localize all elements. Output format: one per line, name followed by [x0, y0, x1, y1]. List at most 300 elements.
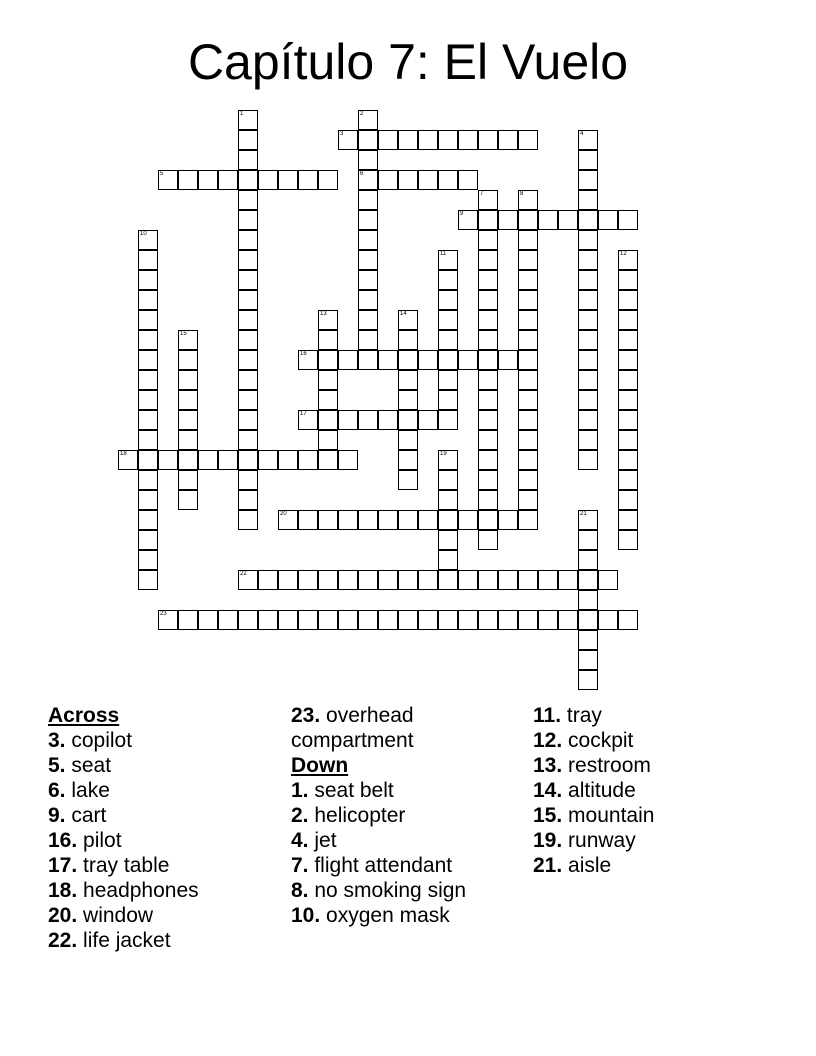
- grid-cell[interactable]: [158, 610, 178, 630]
- grid-cell[interactable]: [358, 130, 378, 150]
- grid-cell[interactable]: [238, 110, 258, 130]
- grid-cell[interactable]: [338, 610, 358, 630]
- grid-cell[interactable]: [618, 210, 638, 230]
- grid-cell[interactable]: [398, 510, 418, 530]
- grid-cell[interactable]: [578, 410, 598, 430]
- clue-text: life jacket: [77, 929, 171, 952]
- grid-cell[interactable]: [298, 350, 318, 370]
- grid-cell[interactable]: [518, 470, 538, 490]
- grid-cell[interactable]: [358, 190, 378, 210]
- grid-cell[interactable]: [478, 410, 498, 430]
- grid-cell[interactable]: [358, 290, 378, 310]
- grid-cell[interactable]: [518, 210, 538, 230]
- grid-cell[interactable]: [358, 330, 378, 350]
- grid-cell[interactable]: [578, 430, 598, 450]
- grid-cell[interactable]: [578, 290, 598, 310]
- grid-cell[interactable]: [598, 570, 618, 590]
- grid-cell[interactable]: [518, 270, 538, 290]
- grid-cell[interactable]: [578, 130, 598, 150]
- grid-cell[interactable]: [418, 410, 438, 430]
- grid-cell[interactable]: [198, 170, 218, 190]
- grid-cell[interactable]: [358, 230, 378, 250]
- grid-cell[interactable]: [318, 610, 338, 630]
- grid-cell[interactable]: [518, 350, 538, 370]
- grid-cell[interactable]: [518, 390, 538, 410]
- grid-cell[interactable]: [618, 270, 638, 290]
- grid-cell[interactable]: [438, 490, 458, 510]
- grid-cell[interactable]: [578, 610, 598, 630]
- grid-cell[interactable]: [138, 310, 158, 330]
- grid-cell[interactable]: [418, 130, 438, 150]
- grid-cell[interactable]: [298, 170, 318, 190]
- grid-cell[interactable]: [478, 390, 498, 410]
- grid-cell[interactable]: [518, 310, 538, 330]
- grid-cell[interactable]: [238, 410, 258, 430]
- grid-cell[interactable]: [478, 570, 498, 590]
- grid-cell[interactable]: [378, 350, 398, 370]
- grid-cell[interactable]: [238, 250, 258, 270]
- grid-cell[interactable]: [198, 610, 218, 630]
- grid-cell[interactable]: [138, 490, 158, 510]
- clue-column-3: [533, 703, 763, 878]
- grid-cell[interactable]: [598, 610, 618, 630]
- grid-cell[interactable]: [338, 130, 358, 150]
- grid-cell[interactable]: [238, 130, 258, 150]
- grid-cell[interactable]: [618, 470, 638, 490]
- grid-cell[interactable]: [138, 330, 158, 350]
- clue-text: lake: [65, 779, 110, 802]
- grid-cell[interactable]: [238, 190, 258, 210]
- grid-cell[interactable]: [238, 470, 258, 490]
- grid-cell[interactable]: [438, 610, 458, 630]
- grid-cell[interactable]: [298, 450, 318, 470]
- grid-cell[interactable]: [358, 250, 378, 270]
- grid-cell[interactable]: [338, 570, 358, 590]
- grid-cell[interactable]: [398, 350, 418, 370]
- grid-cell[interactable]: [318, 310, 338, 330]
- grid-cell[interactable]: [438, 290, 458, 310]
- grid-cell[interactable]: [518, 570, 538, 590]
- grid-cell[interactable]: [478, 510, 498, 530]
- clue-number-label: 15.: [533, 804, 563, 827]
- grid-cell[interactable]: [318, 390, 338, 410]
- grid-cell[interactable]: [538, 570, 558, 590]
- grid-cell[interactable]: [618, 330, 638, 350]
- grid-cell[interactable]: [458, 130, 478, 150]
- grid-cell[interactable]: [498, 610, 518, 630]
- grid-cell[interactable]: [178, 470, 198, 490]
- grid-cell[interactable]: [278, 450, 298, 470]
- grid-cell[interactable]: [258, 450, 278, 470]
- grid-cell[interactable]: [438, 450, 458, 470]
- grid-cell[interactable]: [138, 550, 158, 570]
- grid-cell[interactable]: [338, 510, 358, 530]
- grid-cell[interactable]: [438, 370, 458, 390]
- grid-cell[interactable]: [178, 170, 198, 190]
- grid-cell[interactable]: [238, 370, 258, 390]
- grid-cell[interactable]: [618, 250, 638, 270]
- grid-cell[interactable]: [498, 570, 518, 590]
- grid-cell[interactable]: [398, 170, 418, 190]
- grid-cell[interactable]: [238, 430, 258, 450]
- down-clue: [291, 803, 511, 828]
- grid-cell[interactable]: [378, 570, 398, 590]
- grid-cell[interactable]: [438, 390, 458, 410]
- grid-cell[interactable]: [238, 170, 258, 190]
- grid-cell[interactable]: [318, 370, 338, 390]
- grid-cell[interactable]: [578, 450, 598, 470]
- grid-cell[interactable]: [458, 510, 478, 530]
- grid-cell[interactable]: [158, 170, 178, 190]
- grid-cell[interactable]: [138, 470, 158, 490]
- grid-cell[interactable]: [478, 490, 498, 510]
- grid-cell[interactable]: [298, 410, 318, 430]
- clue-number-label: 2.: [291, 804, 309, 827]
- grid-cell[interactable]: [518, 450, 538, 470]
- grid-cell[interactable]: [578, 670, 598, 690]
- grid-cell[interactable]: [138, 230, 158, 250]
- grid-cell[interactable]: [598, 210, 618, 230]
- grid-cell[interactable]: [478, 330, 498, 350]
- clue-number-label: 22.: [48, 929, 78, 952]
- grid-cell[interactable]: [218, 450, 238, 470]
- grid-cell[interactable]: [338, 450, 358, 470]
- grid-cell[interactable]: [478, 370, 498, 390]
- grid-cell[interactable]: [618, 310, 638, 330]
- grid-cell[interactable]: [438, 310, 458, 330]
- grid-cell[interactable]: [178, 330, 198, 350]
- grid-cell[interactable]: [478, 250, 498, 270]
- grid-cell[interactable]: [518, 610, 538, 630]
- grid-cell[interactable]: [518, 410, 538, 430]
- grid-cell[interactable]: [578, 650, 598, 670]
- grid-cell[interactable]: [438, 130, 458, 150]
- down-clue: [533, 828, 763, 853]
- grid-cell[interactable]: [478, 270, 498, 290]
- down-clue: [291, 878, 511, 903]
- grid-cell[interactable]: [458, 170, 478, 190]
- grid-cell[interactable]: [178, 390, 198, 410]
- grid-cell[interactable]: [398, 610, 418, 630]
- grid-cell[interactable]: [578, 190, 598, 210]
- grid-cell[interactable]: [398, 330, 418, 350]
- grid-cell[interactable]: [318, 570, 338, 590]
- grid-cell[interactable]: [318, 410, 338, 430]
- grid-cell[interactable]: [238, 230, 258, 250]
- grid-cell[interactable]: [378, 170, 398, 190]
- grid-cell[interactable]: [538, 610, 558, 630]
- grid-cell[interactable]: [618, 490, 638, 510]
- grid-cell[interactable]: [618, 610, 638, 630]
- grid-cell[interactable]: [378, 130, 398, 150]
- grid-cell[interactable]: [138, 250, 158, 270]
- clue-number-label: 11.: [533, 704, 562, 727]
- grid-cell[interactable]: [338, 410, 358, 430]
- down-clue: [533, 728, 763, 753]
- grid-cell[interactable]: [398, 450, 418, 470]
- grid-cell[interactable]: [458, 350, 478, 370]
- grid-cell[interactable]: [238, 490, 258, 510]
- grid-cell[interactable]: [178, 490, 198, 510]
- grid-cell[interactable]: [138, 290, 158, 310]
- grid-cell[interactable]: [138, 450, 158, 470]
- grid-cell[interactable]: [418, 610, 438, 630]
- clue-number: 3: [340, 131, 344, 137]
- grid-cell[interactable]: [478, 230, 498, 250]
- clue-column-2: [291, 703, 511, 928]
- grid-cell[interactable]: [418, 510, 438, 530]
- grid-cell[interactable]: [578, 310, 598, 330]
- grid-cell[interactable]: [178, 450, 198, 470]
- grid-cell[interactable]: [318, 510, 338, 530]
- grid-cell[interactable]: [278, 610, 298, 630]
- grid-cell[interactable]: [578, 630, 598, 650]
- grid-cell[interactable]: [438, 530, 458, 550]
- grid-cell[interactable]: [398, 370, 418, 390]
- grid-cell[interactable]: [378, 510, 398, 530]
- grid-cell[interactable]: [298, 570, 318, 590]
- grid-cell[interactable]: [618, 510, 638, 530]
- grid-cell[interactable]: [618, 290, 638, 310]
- clue-number: 17: [300, 411, 307, 417]
- grid-cell[interactable]: [218, 170, 238, 190]
- grid-cell[interactable]: [238, 290, 258, 310]
- grid-cell[interactable]: [438, 410, 458, 430]
- grid-cell[interactable]: [518, 430, 538, 450]
- grid-cell[interactable]: [518, 510, 538, 530]
- grid-cell[interactable]: [138, 410, 158, 430]
- grid-cell[interactable]: [198, 450, 218, 470]
- grid-cell[interactable]: [178, 350, 198, 370]
- grid-cell[interactable]: [398, 470, 418, 490]
- grid-cell[interactable]: [578, 330, 598, 350]
- across-clue: [48, 728, 278, 753]
- clue-number-label: 6.: [48, 779, 66, 802]
- grid-cell[interactable]: [478, 430, 498, 450]
- grid-cell[interactable]: [438, 170, 458, 190]
- grid-cell[interactable]: [618, 390, 638, 410]
- grid-cell[interactable]: [478, 310, 498, 330]
- clue-number: 5: [160, 171, 164, 177]
- grid-cell[interactable]: [478, 530, 498, 550]
- down-clue: [533, 703, 763, 728]
- clue-number: 12: [620, 251, 627, 257]
- grid-cell[interactable]: [518, 290, 538, 310]
- grid-cell[interactable]: [318, 330, 338, 350]
- grid-cell[interactable]: [138, 430, 158, 450]
- grid-cell[interactable]: [578, 510, 598, 530]
- grid-cell[interactable]: [138, 390, 158, 410]
- grid-cell[interactable]: [238, 150, 258, 170]
- grid-cell[interactable]: [218, 610, 238, 630]
- grid-cell[interactable]: [578, 590, 598, 610]
- grid-cell[interactable]: [118, 450, 138, 470]
- grid-cell[interactable]: [338, 350, 358, 370]
- down-clue: [291, 828, 511, 853]
- grid-cell[interactable]: [578, 570, 598, 590]
- grid-cell[interactable]: [518, 250, 538, 270]
- grid-cell[interactable]: [398, 130, 418, 150]
- clue-number: 15: [180, 331, 187, 337]
- grid-cell[interactable]: [618, 530, 638, 550]
- clue-number-label: 21.: [533, 854, 563, 877]
- grid-cell[interactable]: [258, 610, 278, 630]
- grid-cell[interactable]: [578, 530, 598, 550]
- grid-cell[interactable]: [478, 470, 498, 490]
- grid-cell[interactable]: [418, 170, 438, 190]
- grid-cell[interactable]: [558, 610, 578, 630]
- grid-cell[interactable]: [438, 350, 458, 370]
- across-clue: [48, 928, 278, 953]
- grid-cell[interactable]: [238, 210, 258, 230]
- grid-cell[interactable]: [138, 270, 158, 290]
- grid-cell[interactable]: [438, 510, 458, 530]
- grid-cell[interactable]: [438, 250, 458, 270]
- grid-cell[interactable]: [518, 230, 538, 250]
- clue-number-label: 19.: [533, 829, 563, 852]
- grid-cell[interactable]: [518, 370, 538, 390]
- grid-cell[interactable]: [358, 310, 378, 330]
- grid-cell[interactable]: [358, 270, 378, 290]
- grid-cell[interactable]: [458, 570, 478, 590]
- clue-number-label: 17.: [48, 854, 78, 877]
- clue-text: runway: [562, 829, 636, 852]
- grid-cell[interactable]: [358, 150, 378, 170]
- grid-cell[interactable]: [358, 410, 378, 430]
- grid-cell[interactable]: [318, 170, 338, 190]
- grid-cell[interactable]: [278, 510, 298, 530]
- grid-cell[interactable]: [358, 110, 378, 130]
- clue-number: 22: [240, 571, 247, 577]
- grid-cell[interactable]: [538, 210, 558, 230]
- grid-cell[interactable]: [358, 610, 378, 630]
- grid-cell[interactable]: [258, 570, 278, 590]
- clue-number: 23: [160, 611, 167, 617]
- grid-cell[interactable]: [618, 370, 638, 390]
- clue-text: cockpit: [562, 729, 634, 752]
- grid-cell[interactable]: [578, 550, 598, 570]
- grid-cell[interactable]: [238, 450, 258, 470]
- grid-cell[interactable]: [398, 430, 418, 450]
- grid-cell[interactable]: [398, 390, 418, 410]
- grid-cell[interactable]: [478, 610, 498, 630]
- grid-cell[interactable]: [418, 570, 438, 590]
- grid-cell[interactable]: [358, 210, 378, 230]
- grid-cell[interactable]: [258, 170, 278, 190]
- grid-cell[interactable]: [618, 430, 638, 450]
- grid-cell[interactable]: [478, 450, 498, 470]
- grid-cell[interactable]: [238, 270, 258, 290]
- grid-cell[interactable]: [138, 570, 158, 590]
- grid-cell[interactable]: [438, 570, 458, 590]
- grid-cell[interactable]: [138, 350, 158, 370]
- clue-number-label: 5.: [48, 754, 66, 777]
- grid-cell[interactable]: [238, 330, 258, 350]
- grid-cell[interactable]: [138, 370, 158, 390]
- grid-cell[interactable]: [358, 570, 378, 590]
- grid-cell[interactable]: [178, 430, 198, 450]
- grid-cell[interactable]: [578, 390, 598, 410]
- grid-cell[interactable]: [558, 570, 578, 590]
- grid-cell[interactable]: [498, 210, 518, 230]
- grid-cell[interactable]: [518, 130, 538, 150]
- grid-cell[interactable]: [618, 350, 638, 370]
- grid-cell[interactable]: [238, 510, 258, 530]
- grid-cell[interactable]: [578, 350, 598, 370]
- grid-cell[interactable]: [138, 510, 158, 530]
- grid-cell[interactable]: [298, 510, 318, 530]
- grid-cell[interactable]: [178, 370, 198, 390]
- grid-cell[interactable]: [498, 510, 518, 530]
- grid-cell[interactable]: [238, 570, 258, 590]
- grid-cell[interactable]: [178, 410, 198, 430]
- grid-cell[interactable]: [238, 350, 258, 370]
- grid-cell[interactable]: [418, 350, 438, 370]
- clue-number: 10: [140, 231, 147, 237]
- grid-cell[interactable]: [278, 170, 298, 190]
- grid-cell[interactable]: [498, 130, 518, 150]
- grid-cell[interactable]: [498, 350, 518, 370]
- grid-cell[interactable]: [358, 350, 378, 370]
- grid-cell[interactable]: [438, 550, 458, 570]
- grid-cell[interactable]: [458, 610, 478, 630]
- grid-cell[interactable]: [478, 290, 498, 310]
- grid-cell[interactable]: [618, 410, 638, 430]
- grid-cell[interactable]: [518, 330, 538, 350]
- grid-cell[interactable]: [238, 310, 258, 330]
- grid-cell[interactable]: [578, 210, 598, 230]
- grid-cell[interactable]: [478, 190, 498, 210]
- grid-cell[interactable]: [578, 230, 598, 250]
- grid-cell[interactable]: [238, 390, 258, 410]
- grid-cell[interactable]: [398, 410, 418, 430]
- grid-cell[interactable]: [438, 330, 458, 350]
- grid-cell[interactable]: [618, 450, 638, 470]
- grid-cell[interactable]: [578, 270, 598, 290]
- grid-cell[interactable]: [398, 310, 418, 330]
- grid-cell[interactable]: [358, 510, 378, 530]
- clue-number: 2: [360, 111, 364, 117]
- grid-cell[interactable]: [578, 150, 598, 170]
- grid-cell[interactable]: [318, 350, 338, 370]
- grid-cell[interactable]: [478, 350, 498, 370]
- grid-cell[interactable]: [398, 570, 418, 590]
- grid-cell[interactable]: [518, 490, 538, 510]
- grid-cell[interactable]: [318, 430, 338, 450]
- grid-cell[interactable]: [478, 130, 498, 150]
- grid-cell[interactable]: [238, 610, 258, 630]
- grid-cell[interactable]: [178, 610, 198, 630]
- grid-cell[interactable]: [278, 570, 298, 590]
- grid-cell[interactable]: [318, 450, 338, 470]
- grid-cell[interactable]: [578, 250, 598, 270]
- grid-cell[interactable]: [138, 530, 158, 550]
- grid-cell[interactable]: [438, 470, 458, 490]
- grid-cell[interactable]: [378, 610, 398, 630]
- grid-cell[interactable]: [358, 170, 378, 190]
- grid-cell[interactable]: [478, 210, 498, 230]
- grid-cell[interactable]: [578, 170, 598, 190]
- grid-cell[interactable]: [578, 370, 598, 390]
- grid-cell[interactable]: [518, 190, 538, 210]
- grid-cell[interactable]: [558, 210, 578, 230]
- grid-cell[interactable]: [438, 270, 458, 290]
- grid-cell[interactable]: [158, 450, 178, 470]
- grid-cell[interactable]: [378, 410, 398, 430]
- grid-cell[interactable]: [298, 610, 318, 630]
- down-clue: [533, 803, 763, 828]
- grid-cell[interactable]: [458, 210, 478, 230]
